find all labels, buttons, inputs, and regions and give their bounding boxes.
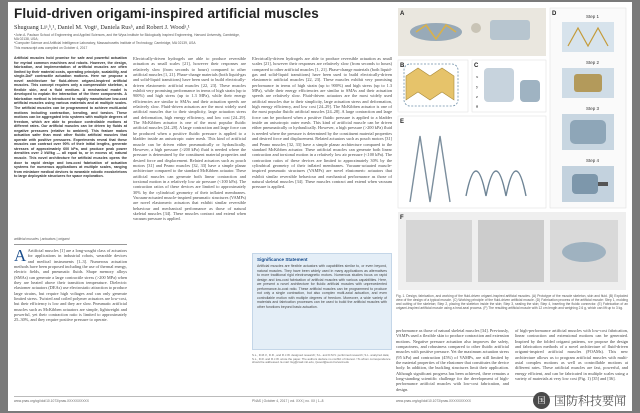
- muscle-contracted: [520, 80, 540, 102]
- step-3-label: Step 3: [586, 106, 600, 111]
- panel-label-d: D: [552, 11, 557, 17]
- watermark-text: 国防科技要闻: [553, 394, 626, 408]
- body-column-1: [14, 248, 127, 396]
- significance-text: Artificial muscles are flexible actuators with capabilities similar to, or even beyond, natural muscles. They have been widely used in many applications as alternatives to more traditional rigid electromagnetic motors. Numerous studies focus on rapid design and low-cost fabrication of artificial muscles with various capabilities. Here, we present a novel architecture for fluidic artificial muscles with unprecedented performance-to-cost ratio. These artificial muscles can be programmed to produce not only a single contraction, but also complex multi-axial actuation, and even controllable motion with multiple degrees of freedom. Moreover, a wide variety of materials and fabrication processes can be used to build the artificial muscles with other functions beyond basic actuation.: [257, 264, 387, 309]
- step-2-label: Step 2: [586, 60, 600, 65]
- body-column-3: Electrically-driven hydrogels are able to produce reversible actuation as small scales [21], however their responses are relatively slow (from seconds to hours) compared to other artificial muscles [1, 21]. Phase-change materials (both liquid-gas and solid-liquid transitions) have been used to build electrically-driven elastomeric artificial muscles [22, 23]. These muscles exhibit very promising performance in terms of high strain (up to 900%) and high stress (up to 1.3 MPa), while their energy efficiencies are similar to SMAs and their actuation speeds are relatively slow. Fluid-driven actuators are the most widely used artificial muscles due to their simplicity, large actuation stress and deformation, high energy efficiency, and low cost [24–29]. The McKibben actuator is one of the most popular fluidic artificial muscles [24–28]. A large contraction and large force can be produced when a positive fluidic pressure is applied to a bladder inside an anisotropic outer mesh. This kind of artificial muscle can be driven either pneumatically or hydraulically. However, a high pressure (>200 kPa) fluid is needed where the pressure is determined by the constituent material properties and desired force and displacement. Related actuators such as pouch motors [31] and Peano muscles [32, 33] have a simple planar architecture compared to the standard McKibben actuator. These artificial muscles can generate both linear contraction and torsional motion in a relatively low air pressure (<100 kPa). The contraction ratios of these devices are limited to approximately 30% by the cylindrical geometry of their inflated membranes. Vacuum-actuated muscle-inspired pneumatic structures (VAMPs) are novel elastomeric actuators that exhibit similar reversible behaviour and mechanical performance as those of natural skeletal muscles [34]. These muscles contract and extend when vacuum pressure is applied.: [252, 56, 392, 190]
- panel-a: [398, 8, 546, 56]
- body-column-2: Electrically-driven hydrogels are able to produce reversible actuation as small scales [21], however their responses are relatively slow (from seconds to hours) compared to other artificial muscles [1, 21]. Phase-change materials (both liquid-gas and solid-liquid transitions) have been used to build electrically-driven elastomeric artificial muscles [22, 23]. These muscles exhibit very promising performance in terms of high strain (up to 900%) and high stress (up to 1.3 MPa), while their energy efficiencies are similar to SMAs and their actuation speeds are relatively slow. Fluid-driven actuators are the most widely used artificial muscles due to their simplicity, large actuation stress and deformation, high energy efficiency, and low cost [24–29]. The McKibben actuator is one of the most popular fluidic artificial muscles [24–28]. A large contraction and large force can be produced when a positive fluidic pressure is applied to a bladder inside an anisotropic outer mesh. This kind of artificial muscle can be driven either pneumatically or hydraulically. However, a high pressure (>200 kPa) fluid is needed where the pressure is determined by the constituent material properties and desired force and displacement. Related actuators such as pouch motors [31] and Peano muscles [32, 33] have a simple planar architecture compared to the standard McKibben actuator. These artificial muscles can generate both linear contraction and torsional motion in a relatively low air pressure (<100 kPa). The contraction ratios of these devices are limited to approximately 30% by the cylindrical geometry of their inflated membranes. Vacuum-actuated muscle-inspired pneumatic structures (VAMPs) are novel elastomeric actuators that exhibit similar reversible behaviour and mechanical performance as those of natural skeletal muscles [34]. These muscles contract and extend when vacuum pressure is applied.: [133, 56, 246, 222]
- photo-3-muscle: [562, 242, 606, 262]
- figure-1: [396, 6, 628, 292]
- fluid-source: [471, 23, 481, 33]
- author-footnotes: S.L., D.M.V., D.R., and R.J.W. designed research; S.L. and D.M.V. performed research; S.L. analyzed data; S.L., D.R. and R.J.W. wrote the paper. The authors declare no conflict of interest. ¹To whom correspondence should be addressed. E-mail: lisg@csail.mit.edu, rjwood@eecs.harvard.edu: [252, 353, 391, 365]
- panel-c: [472, 60, 546, 112]
- panel-e: [398, 116, 546, 208]
- drop-cap: A: [14, 248, 27, 265]
- step-4-label: Step 4: [586, 158, 600, 163]
- step-1-illustration: [562, 22, 614, 52]
- panel-b: [398, 60, 468, 112]
- axis-z: z: [476, 94, 478, 99]
- photo-2: [478, 220, 544, 282]
- panel-label-b: B: [400, 63, 405, 69]
- watermark: [533, 392, 626, 409]
- figure-caption: Fig. 1. Design, fabrication, and working of the fluid-driven origami-inspired artificial muscles. (A) Prototype of the muscle skeleton, skin and fluid. (B) Exploded view of the design of a typical muscle. (C) Working principle of the fluid-driven artificial muscle. (D) Fabrication process of the artificial muscle: Step 1, molding and cutting of the skeleton; Step 2, placing the skeleton inside the skin; Step 3, sealing the skin; Step 4, inserting the fluidic connector. (E) Fabrication of an origami-inspired artificial muscle using a heat-seal process. (F) The resulting artificial muscle with 12 cm length and weighing 2.6 g, which can lift up to 3 kg.: [396, 294, 628, 311]
- paper-page: [8, 2, 632, 411]
- muscle-unit: [490, 20, 530, 40]
- panel-label-e: E: [400, 119, 405, 125]
- significance-box: [252, 253, 392, 350]
- panel-label-f: F: [400, 215, 404, 221]
- significance-heading: Significance Statement: [257, 257, 308, 262]
- affiliations: [14, 33, 240, 50]
- step-3-sealed-skin: [570, 120, 606, 144]
- body-col1-text: Artificial muscles [1] are a long-sought class of actuators for applications in industrial robots, wearable devices and medical instruments [1–3]. Numerous actuation methods have been proposed including the use of thermal energy, electric fields, and pneumatic fluids. Shape memory alloys (SMAs) can generate a large contractile stress (>200 MPa) when they are heated above their transition temperature. Dielectric elastomer actuators (DEAs) use electrostatic attraction to produce large strains, but require high voltages and can only generate limited stress. Twisted and coiled polymer actuators are low-cost, but their efficiency is low and they are slow. Pneumatic artificial muscles such as McKibben actuators are simple, lightweight and powerful, yet their contraction ratio is limited to approximately 25–30%, and they require positive pressure to operate.: [14, 248, 127, 323]
- axis-theta: θ: [476, 104, 479, 109]
- footer-journal: PNAS | October 4, 2017 | vol. XXX | no. XX | 1–8: [252, 399, 324, 403]
- panel-label-c: C: [474, 63, 479, 69]
- panel-f: [398, 212, 626, 290]
- step-1-label: Step 1: [586, 14, 600, 19]
- affiliation-1: ᵃJohn A. Paulson School of Engineering and Applied Sciences, and the Wyss Institute for Biologically Inspired Engineering, Harvard University, Cambridge, MA 02138, USA;: [14, 33, 240, 42]
- body-column-5: of high-performance artificial muscles with low-cost fabrication, linear contraction and extensional motions can be generated. Inspired by the folded origami patterns, we propose the design and fabrication methods of a novel architecture of fluid-driven origami-inspired artificial muscles (FOAMs). This new architecture allows us to program artificial muscles with multi-axial complex motions as well as controllable motions at different rates. These artificial muscles are fast, powerful, and energy efficient, and can be fabricated in multiple scales using a variety of materials at very low cost (Fig. 1) [35] and [36].: [515, 328, 628, 382]
- abstract-divider: [14, 244, 127, 245]
- panel-label-a: A: [400, 11, 405, 17]
- footer-doi-left: www.pnas.org/cgi/doi/10.1073/pnas.XXXXXXXXXX: [14, 399, 89, 403]
- abstract: Artificial muscles hold promise for safe and powerful actuation for myriad common machines and robots. However, the design, fabrication, and implementation of artificial muscles are often limited by their material costs, operating principle, scalability, and single-DoF contractile actuation motions. Here we propose a novel architecture for fluid-driven origami-inspired artificial muscles. This concept requires only a compressible skeleton, a flexible skin, and a fluid medium. A mechanical model is developed to explain the interaction of the three components. A fabrication method is introduced to rapidly manufacture low-cost artificial muscles using various materials and at multiple scales. The artificial muscles can be programmed to achieve multi-axial motions including contraction, bending, and torsion. These motions can be aggregated into systems with multiple degrees of freedom, which are able to produce controllable motions at different rates. Our artificial muscles can be driven by fluids at negative pressures (relative to ambient). This feature makes actuation safer than most other fluidic artificial muscles that operate with positive pressures. Experiments reveal that these muscles can contract over 90% of their initial lengths, generate stresses of approximately 600 kPa, and produce peak power densities over 2 kW/kg — all equal to, or in excess of, natural muscle. This novel architecture for artificial muscles opens the door to rapid design and low-cost fabrication of actuation systems for numerous applications at multiple scales, ranging from miniature medical devices to wearable robotic exoskeletons to large deployable structures for space exploration.: [14, 56, 127, 179]
- step-4-connector: [598, 182, 608, 186]
- photo-1: [406, 220, 472, 282]
- watermark-logo-icon: 国: [533, 392, 550, 409]
- panel-e-frame: [398, 116, 546, 208]
- body-column-4: performance as those of natural skeletal muscles [34]. Previously, VAMPs used a flexible skin to produce contraction and extension motions. Negative pressure actuation also improves the safety, compactness, and robustness compared to other fluidic artificial muscles with positive pressure. Yet the maximum actuation stress (95 kPa) and contraction (45%) of VAMPs, are still limited by the material properties of the elastomer that constitutes the device body. In addition, the buckling structures limit their application. Although significant progress has been achieved, there remains a long-standing scientific challenge for the development of high-performance artificial muscles with low-cost fabrication, and design.: [396, 328, 509, 392]
- step-4-muscle: [572, 174, 598, 194]
- paper-title: Fluid-driven origami-inspired artificial muscles: [14, 6, 319, 21]
- paper-authors: Shuguang Liᵃ,ᵇ,¹, Daniel M. Vogtᵃ, Daniela Rusᵇ, and Robert J. Woodᵃ,¹: [14, 24, 190, 31]
- keywords: artificial muscles | actuators | origami: [14, 237, 70, 241]
- affiliation-2: ᵇComputer Science and Artificial Intelligence Laboratory, Massachusetts Institute of Technology, Cambridge, MA 02139, USA: [14, 41, 196, 46]
- panel-d: [550, 8, 626, 208]
- axis-x: x: [476, 74, 479, 79]
- step-2-skeleton: [574, 74, 602, 92]
- footer-doi-right: www.pnas.org/cgi/doi/10.1073/pnas.XXXXXXXXXX: [396, 399, 471, 403]
- compiled-date: This manuscript was compiled on October 4, 2017: [14, 45, 88, 50]
- axis-y: y: [476, 84, 479, 89]
- muscle-extended: [484, 68, 514, 102]
